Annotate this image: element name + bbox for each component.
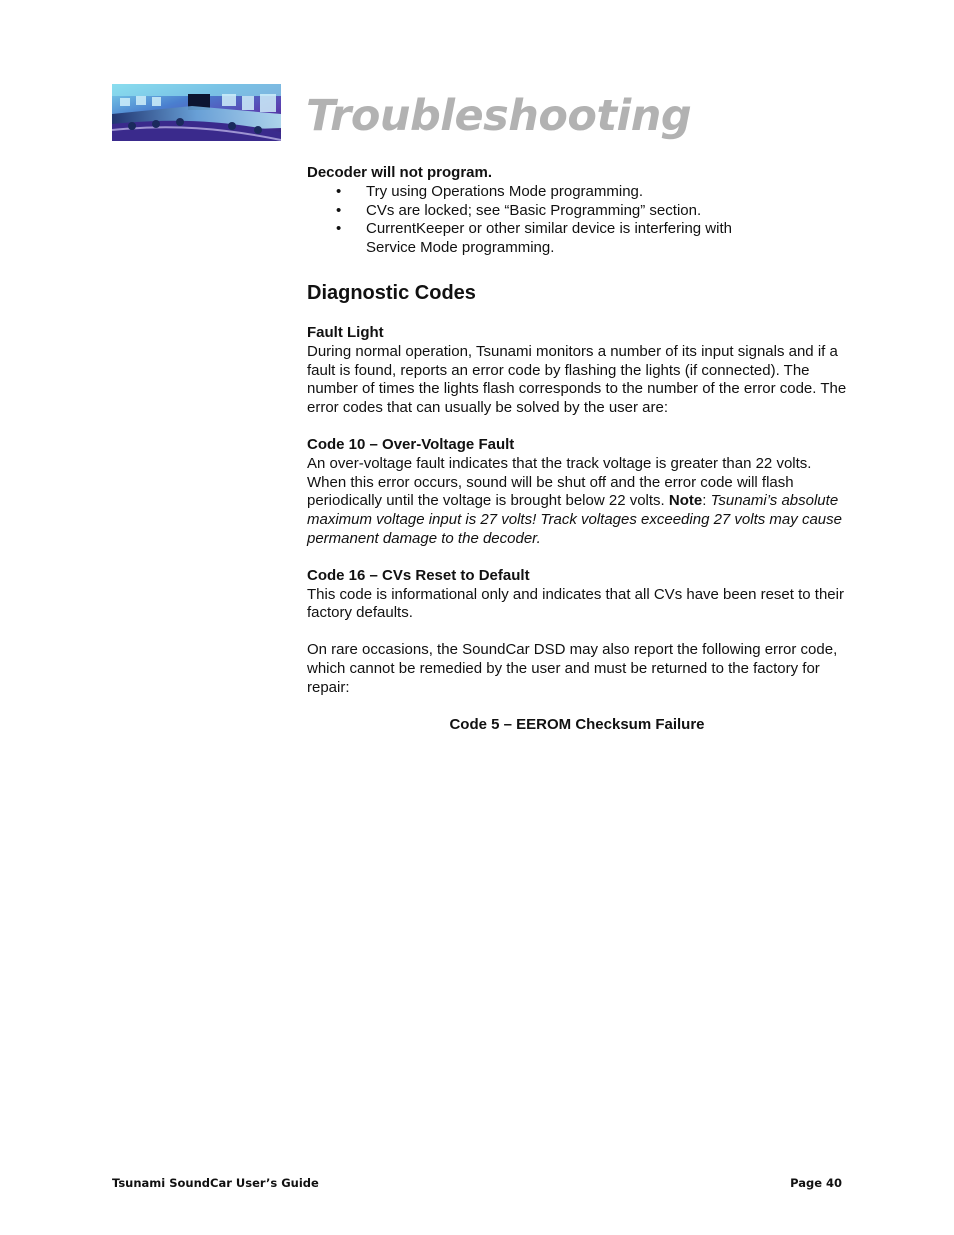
header-banner-image (112, 84, 281, 141)
train-photo-graphic (112, 84, 281, 141)
decoder-bullet-list (307, 183, 847, 258)
bullet-text: Try using Operations Mode programming. (366, 182, 644, 200)
bullet-text: CurrentKeeper or other similar device is interfering with (366, 220, 732, 238)
code16-heading: Code 16 – CVs Reset to Default (307, 566, 530, 584)
code10-heading: Code 10 – Over-Voltage Fault (307, 435, 515, 453)
code16-body: This code is informational only and indicates that all CVs have been reset to their factory defaults. (307, 585, 844, 622)
list-item (307, 239, 847, 258)
bullet-icon: • (336, 220, 342, 238)
diagnostic-codes-heading: Diagnostic Codes (307, 281, 476, 304)
page-content (307, 164, 847, 734)
code10-body (307, 455, 847, 549)
rare-occasions-body: On rare occasions, the SoundCar DSD may also report the following error code, which cannot be remedied by the user and must be returned to the factory for repair: (307, 641, 838, 696)
footer-page-number: Page 40 (790, 1176, 842, 1190)
bullet-icon: • (336, 201, 342, 219)
code5-heading: Code 5 – EEROM Checksum Failure (449, 715, 705, 733)
footer-guide-title: Tsunami SoundCar User’s Guide (112, 1176, 319, 1190)
bullet-icon: • (336, 182, 342, 200)
bullet-text: CVs are locked; see “Basic Programming” section. (366, 201, 702, 219)
fault-light-heading: Fault Light (307, 323, 384, 341)
decoder-heading: Decoder will not program. (307, 164, 493, 181)
note-separator: : (702, 492, 707, 510)
code10-text: An over-voltage fault indicates that the track voltage is greater than 22 volts. When this error occurs, sound will be shut off and the error code will flash periodically until the voltage is brought below 22 volts. (307, 454, 812, 510)
page-title: Troubleshooting (306, 91, 692, 141)
list-item (307, 220, 847, 239)
bullet-text: Service Mode programming. (366, 239, 555, 257)
list-item (307, 202, 847, 221)
fault-light-body: During normal operation, Tsunami monitors a number of its input signals and if a fault is found, reports an error code by flashing the lights (if connected). The number of times the lights flash corresponds to the number of the error code. The error codes that can usually be solved by the user are: (307, 342, 847, 417)
list-item (307, 183, 847, 202)
note-label: Note (668, 492, 703, 510)
note-text: Tsunami’s absolute maximum voltage input is 27 volts! Track voltages exceeding 27 volts may cause permanent damage to the decoder. (307, 492, 842, 547)
